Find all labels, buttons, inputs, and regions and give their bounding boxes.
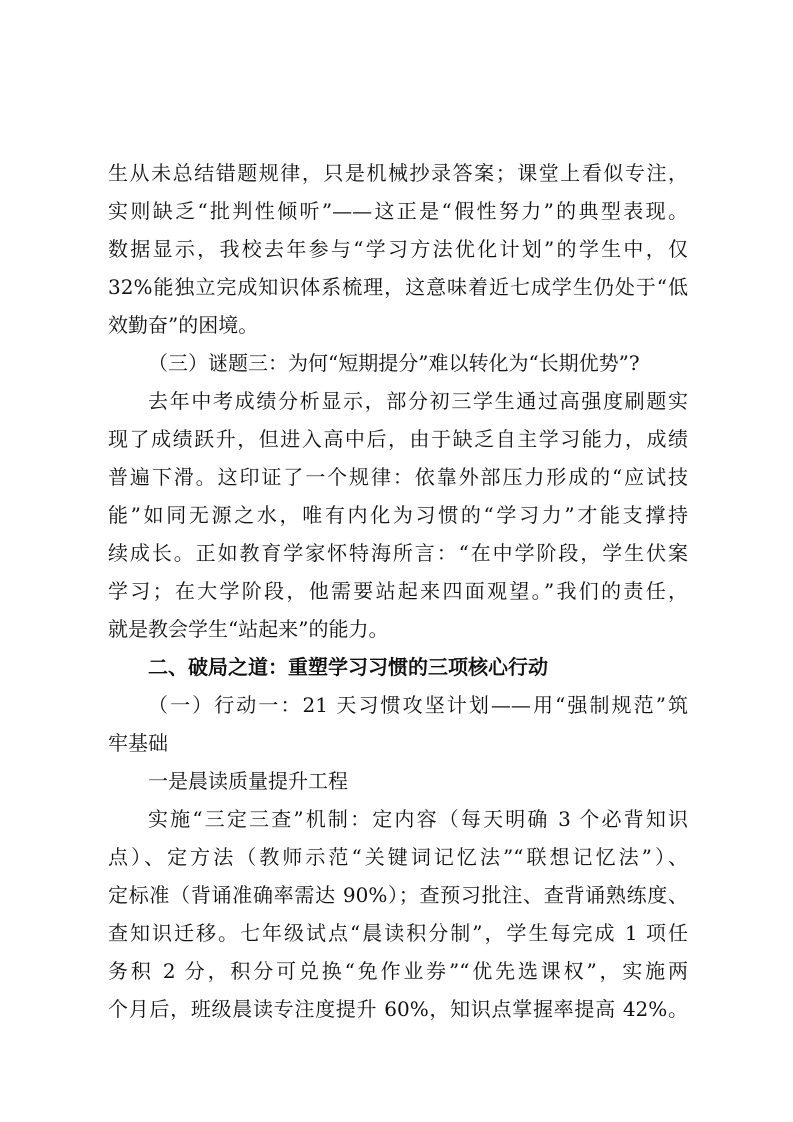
paragraph-line: 定标准（背诵准确率需达 90%）；查预习批注、查背诵熟练度、 <box>108 883 688 907</box>
subheading: 牢基础 <box>108 731 168 755</box>
subheading: （一）行动一：21 天习惯攻坚计划——用“强制规范”筑 <box>148 693 688 717</box>
paragraph-line: 生从未总结错题规律，只是机械抄录答案；课堂上看似专注， <box>108 161 688 185</box>
paragraph-line: 去年中考成绩分析显示，部分初三学生通过高强度刷题实 <box>148 389 688 413</box>
item-title: 一是晨读质量提升工程 <box>148 769 348 793</box>
paragraph-line: 能”如同无源之水，唯有内化为习惯的“学习力”才能支撑持 <box>108 503 688 527</box>
paragraph-line: 学习；在大学阶段，他需要站起来四面观望。”我们的责任， <box>108 579 688 603</box>
paragraph-line: 查知识迁移。七年级试点“晨读积分制”，学生每完成 1 项任 <box>108 921 688 945</box>
paragraph-line: 32%能独立完成知识体系梳理，这意味着近七成学生仍处于“低 <box>108 275 688 299</box>
paragraph-line: 点）、定方法（教师示范“关键词记忆法”“联想记忆法”）、 <box>108 845 688 869</box>
paragraph-line: 效勤奋”的困境。 <box>108 313 259 337</box>
paragraph-line: 数据显示，我校去年参与“学习方法优化计划”的学生中，仅 <box>108 237 688 261</box>
paragraph-line: 务积 2 分，积分可兑换“免作业券”“优先选课权”，实施两 <box>108 959 688 983</box>
paragraph-line: 就是教会学生“站起来”的能力。 <box>108 617 389 641</box>
paragraph-line: 续成长。正如教育学家怀特海所言：“在中学阶段，学生伏案 <box>108 541 688 565</box>
paragraph-line: 个月后，班级晨读专注度提升 60%，知识点掌握率提高 42%。 <box>108 997 688 1021</box>
paragraph-line: 普遍下滑。这印证了一个规律：依靠外部压力形成的“应试技 <box>108 465 688 489</box>
subheading: （三）谜题三：为何“短期提分”难以转化为“长期优势”? <box>148 351 640 375</box>
paragraph-line: 实则缺乏“批判性倾听”——这正是“假性努力”的典型表现。 <box>108 199 688 223</box>
section-heading: 二、破局之道：重塑学习习惯的三项核心行动 <box>148 655 548 679</box>
paragraph-line: 现了成绩跃升，但进入高中后，由于缺乏自主学习能力，成绩 <box>108 427 688 451</box>
paragraph-line: 实施“三定三查”机制：定内容（每天明确 3 个必背知识 <box>148 807 688 831</box>
